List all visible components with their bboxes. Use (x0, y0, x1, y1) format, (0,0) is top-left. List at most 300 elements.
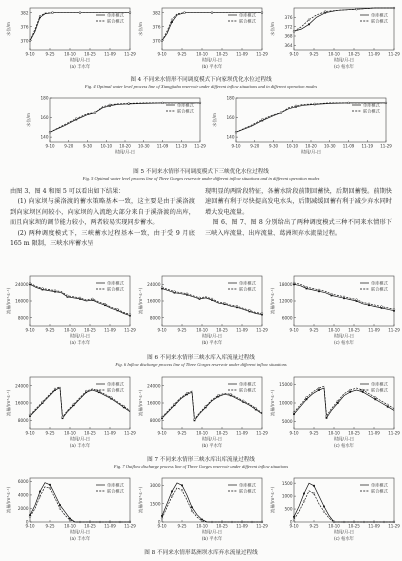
fig7-caption-en: Fig. 7 Outflow discharge process line of Three Gorges reservoir under different inflow situations (113, 464, 289, 469)
legend-label: 联合模式 (371, 488, 388, 494)
data-point (85, 390, 87, 392)
x-tick-label: 11-09 (236, 523, 248, 529)
subfigure-label: (b) 平水年 (201, 65, 223, 70)
y-tick-label: 160 (226, 115, 235, 121)
legend-label: 单库模式 (371, 280, 388, 286)
x-tick-label: 11-29 (124, 327, 136, 333)
data-point (249, 309, 251, 311)
legend-label: 联合模式 (107, 18, 124, 24)
x-tick-label: 11-09 (104, 430, 116, 436)
data-point (293, 282, 295, 284)
legend-label: 联合模式 (239, 286, 256, 292)
fig8-caption-zh: 图 8 不同来水情形葛洲坝水库弃水流量过程线 (144, 550, 258, 556)
data-point (261, 12, 263, 14)
data-point (308, 23, 310, 25)
legend-label: 单库模式 (239, 482, 256, 488)
y-tick-label: 370 (152, 38, 161, 44)
subfigure-label: (a) 丰水年 (69, 65, 91, 70)
subfigure-label: (c) 枯水年 (334, 444, 354, 449)
data-point (73, 403, 75, 405)
legend-label: 单库模式 (239, 280, 256, 286)
y-tick-label: 140 (226, 134, 235, 140)
subfigure-label: (a) 丰水年 (69, 444, 91, 449)
y-tick-label: 24000 (15, 383, 29, 389)
x-tick-label: 10-25 (84, 523, 96, 529)
data-point (49, 484, 51, 486)
x-tick-label: 9-20 (250, 143, 260, 149)
data-point (393, 7, 395, 9)
data-point (323, 511, 325, 513)
x-axis-label: 时间/月-日 (333, 437, 355, 443)
data-point (89, 521, 91, 523)
x-tick-label: 11-29 (256, 51, 268, 57)
data-point (29, 282, 31, 284)
fig8-chart-a (4, 474, 134, 546)
data-point (49, 487, 51, 489)
fig5-chart-b (210, 94, 390, 166)
y-tick-label: 382 (152, 10, 161, 16)
data-point (29, 516, 31, 518)
x-tick-label: 10-25 (84, 327, 96, 333)
y-tick-label: 2000 (17, 506, 29, 512)
data-point (39, 15, 41, 17)
x-tick-label: 9-10 (289, 523, 299, 529)
data-point (205, 405, 207, 407)
paragraph: (1) 向家坝与溪洛渡的蓄水策略基本一致，这主要是由于溪洛渡到向家坝区间较小，向家坝的入流绝大部分来自于溪洛渡的出库，而且向家坝的调节能力较小，两者较易实现同步蓄水。 (10, 198, 195, 227)
data-point (129, 314, 131, 316)
fig6-chart-b (136, 272, 266, 350)
y-tick-label: 6000 (281, 315, 293, 321)
x-tick-label: 10-10 (64, 51, 76, 57)
data-point (224, 302, 226, 304)
x-axis-label: 时间/月-日 (300, 150, 322, 156)
x-axis-label: 时间/月-日 (114, 150, 136, 156)
data-point (186, 392, 188, 394)
x-tick-label: 11-29 (256, 327, 268, 333)
y-tick-label: 376 (284, 14, 293, 20)
y-axis-label: 水位/m (26, 113, 31, 127)
x-tick-label: 10-10 (196, 327, 208, 333)
data-point (174, 291, 176, 293)
x-tick-label: 9-10 (289, 430, 299, 436)
data-point (174, 403, 176, 405)
data-point (318, 387, 320, 389)
subfigure-label: (a) 丰水年 (69, 341, 91, 346)
data-point (356, 8, 358, 10)
x-tick-label: 11-19 (361, 143, 374, 149)
data-point (333, 521, 335, 523)
x-tick-label: 11-29 (388, 430, 400, 436)
x-tick-label: 9-25 (45, 523, 55, 529)
subfigure-label: (c) 枯水年 (334, 537, 354, 542)
x-tick-label: 11-09 (104, 327, 116, 333)
data-point (98, 390, 100, 392)
body-right-column (205, 187, 392, 239)
x-tick-label: 11-09 (368, 327, 380, 333)
x-axis-label: 时间/月-日 (69, 530, 91, 536)
x-tick-label: 11-29 (124, 51, 136, 57)
data-point (39, 491, 41, 493)
data-point (59, 504, 61, 506)
data-point (92, 298, 94, 300)
data-point (191, 506, 193, 508)
x-tick-label: 10-10 (328, 327, 340, 333)
y-axis-label: 水位/m (212, 113, 217, 127)
data-point (348, 102, 350, 104)
data-point (383, 521, 385, 523)
data-point (303, 493, 305, 495)
data-point (184, 12, 186, 14)
data-point (79, 521, 81, 523)
x-tick-label: 10-10 (328, 430, 340, 436)
data-point (161, 416, 163, 418)
data-point (171, 495, 173, 497)
y-tick-label: 140 (40, 134, 49, 140)
data-point (128, 102, 130, 104)
x-axis-label: 时间/月-日 (69, 437, 91, 443)
data-point (343, 296, 345, 298)
y-tick-label: 16000 (147, 400, 161, 406)
x-tick-label: 11-29 (194, 143, 206, 149)
x-tick-label: 9-25 (177, 327, 187, 333)
x-axis-label: 时间/月-日 (69, 334, 91, 340)
y-tick-label: 364 (284, 42, 293, 48)
x-tick-label: 9-25 (309, 327, 319, 333)
x-tick-label: 11-29 (388, 327, 400, 333)
data-point (393, 308, 395, 310)
data-point (123, 405, 125, 407)
y-axis-label: 流量/(m³·s⁻¹) (6, 486, 11, 514)
data-point (39, 495, 41, 497)
x-tick-label: 10-10 (100, 143, 113, 149)
legend-label: 联合模式 (363, 108, 380, 114)
x-tick-label: 10-30 (323, 143, 336, 149)
x-tick-label: 9-10 (289, 327, 299, 333)
series-line-single (162, 289, 262, 315)
x-tick-label: 9-25 (309, 51, 319, 57)
x-tick-label: 10-10 (64, 430, 76, 436)
data-point (211, 521, 213, 523)
x-axis-label: 时间/月-日 (69, 58, 91, 64)
data-point (326, 415, 328, 417)
data-point (374, 397, 376, 399)
x-tick-label: 9-10 (289, 51, 299, 57)
y-tick-label: 12000 (279, 298, 293, 304)
data-point (343, 521, 345, 523)
data-point (211, 12, 213, 14)
fig6-chart-a (4, 272, 134, 350)
y-axis-label: 流量/(m³·s⁻¹) (6, 287, 11, 315)
y-tick-label: 372 (284, 24, 293, 30)
data-point (221, 521, 223, 523)
x-tick-label: 11-29 (256, 523, 268, 529)
data-point (59, 508, 61, 510)
legend-label: 联合模式 (107, 488, 124, 494)
data-point (235, 131, 237, 133)
data-point (349, 389, 351, 391)
y-tick-label: 6000 (17, 478, 29, 484)
data-point (109, 104, 111, 106)
data-point (110, 397, 112, 399)
data-point (303, 500, 305, 502)
data-point (186, 293, 188, 295)
y-tick-label: 18000 (279, 281, 293, 287)
data-point (261, 119, 263, 121)
legend-label: 联合模式 (239, 488, 256, 494)
x-tick-label: 11-29 (388, 51, 400, 57)
legend-label: 单库模式 (107, 482, 124, 488)
data-point (331, 293, 333, 295)
data-point (99, 521, 101, 523)
data-point (353, 521, 355, 523)
x-tick-label: 10-10 (64, 327, 76, 333)
data-point (49, 131, 51, 133)
y-tick-label: 8000 (149, 315, 161, 321)
data-point (293, 413, 295, 415)
y-tick-label: 0 (25, 519, 29, 525)
data-point (381, 306, 383, 308)
y-tick-label: 16000 (15, 400, 29, 406)
data-point (42, 401, 44, 403)
y-axis-label: 水位/m (6, 22, 11, 36)
legend-label: 单库模式 (239, 381, 256, 387)
y-tick-label: 1500 (149, 501, 161, 507)
data-point (318, 289, 320, 291)
data-point (337, 400, 339, 402)
x-tick-label: 9-10 (231, 143, 241, 149)
data-point (231, 521, 233, 523)
data-point (94, 112, 96, 114)
data-point (306, 397, 308, 399)
subfigure-label: (c) 枯水年 (334, 65, 354, 70)
subfigure-label: (c) 枯水年 (334, 341, 354, 346)
fig4-caption-zh: 图 4 不同来水情形不同调度模式下向家坝优化水位过程线 (130, 77, 272, 83)
x-tick-label: 11-09 (342, 143, 355, 149)
paragraph: (2) 两种调度模式下，三峡蓄水过程基本一致，由于受 9 月底 165 m 限制，三峡水库蓄水呈 (10, 229, 195, 248)
x-tick-label: 10-25 (84, 430, 96, 436)
x-tick-label: 10-10 (196, 51, 208, 57)
x-tick-label: 9-30 (82, 143, 93, 149)
y-tick-label: 24000 (147, 383, 161, 389)
y-tick-label: 15000 (279, 382, 293, 388)
legend-label: 联合模式 (371, 387, 388, 393)
data-point (230, 393, 232, 395)
data-point (368, 303, 370, 305)
data-point (261, 521, 263, 523)
y-tick-label: 16000 (147, 298, 161, 304)
x-tick-label: 10-25 (348, 523, 360, 529)
legend-label: 单库模式 (371, 381, 388, 387)
subfigure-label: (a) 丰水年 (69, 537, 91, 542)
x-tick-label: 11-29 (256, 430, 268, 436)
data-point (69, 519, 71, 521)
data-point (129, 12, 131, 14)
subfigure-label: (b) 平水年 (201, 444, 223, 449)
y-tick-label: 24000 (15, 281, 29, 287)
data-point (54, 290, 56, 292)
x-tick-label: 10-10 (286, 143, 299, 149)
y-axis-label: 流量/(m³·s⁻¹) (138, 486, 143, 514)
y-tick-label: 1500 (281, 480, 293, 486)
x-tick-label: 11-09 (368, 523, 380, 529)
data-point (356, 299, 358, 301)
data-point (191, 510, 193, 512)
series-line-joint (294, 491, 394, 522)
y-axis-label: 水位/m (270, 22, 275, 36)
x-tick-label: 9-25 (45, 430, 55, 436)
data-point (67, 295, 69, 297)
x-tick-label: 11-29 (124, 430, 136, 436)
data-point (387, 406, 389, 408)
x-tick-label: 9-25 (309, 523, 319, 529)
data-point (308, 19, 310, 21)
data-point (79, 297, 81, 299)
data-point (293, 516, 295, 518)
x-tick-label: 9-10 (157, 327, 167, 333)
data-point (54, 388, 56, 390)
data-point (29, 40, 31, 42)
x-tick-label: 11-29 (380, 143, 392, 149)
data-point (387, 404, 389, 406)
x-tick-label: 9-25 (309, 430, 319, 436)
data-point (313, 485, 315, 487)
data-point (42, 288, 44, 290)
data-point (171, 491, 173, 493)
data-point (119, 521, 121, 523)
x-axis-label: 时间/月-日 (201, 334, 223, 340)
x-tick-label: 10-25 (216, 327, 228, 333)
y-tick-label: 0 (157, 519, 161, 525)
series-line-single (162, 392, 262, 420)
fig4-chart-b (136, 4, 266, 74)
y-tick-label: 160 (40, 115, 49, 121)
y-tick-label: 376 (152, 24, 161, 30)
data-point (295, 105, 297, 107)
y-axis-label: 流量/(m³·s⁻¹) (138, 389, 143, 417)
x-tick-label: 11-09 (236, 51, 248, 57)
x-tick-label: 10-25 (348, 327, 360, 333)
data-point (314, 103, 316, 105)
y-tick-label: 0 (289, 519, 293, 525)
data-point (323, 506, 325, 508)
data-point (199, 297, 201, 299)
fig6-caption-zh: 图 6 不同来水情形三峡水库入库流量过程线 (147, 355, 255, 361)
data-point (293, 411, 295, 413)
x-tick-label: 11-09 (104, 523, 116, 529)
y-tick-label: 8000 (149, 417, 161, 423)
y-tick-label: 1000 (281, 493, 293, 499)
data-point (194, 418, 196, 420)
x-tick-label: 11-09 (104, 51, 116, 57)
x-tick-label: 10-20 (119, 143, 131, 149)
fig7-chart-b (136, 373, 266, 453)
fig7-chart-a (4, 373, 134, 453)
y-tick-label: 8000 (17, 315, 29, 321)
data-point (161, 517, 163, 519)
x-axis-label: 时间/月-日 (201, 58, 223, 64)
data-point (181, 489, 183, 491)
legend-label: 单库模式 (371, 12, 388, 18)
x-axis-label: 时间/月-日 (201, 437, 223, 443)
fig5-caption-zh: 图 5 不同来水情形不同调度模式下三峡优化水位过程线 (133, 169, 269, 175)
y-axis-label: 流量/(m³·s⁻¹) (270, 287, 275, 315)
y-tick-label: 368 (284, 33, 293, 39)
fig7-chart-c (268, 373, 398, 453)
y-axis-label: 流量/(m³·s⁻¹) (6, 389, 11, 417)
legend-label: 单库模式 (107, 280, 124, 286)
x-tick-label: 10-25 (216, 523, 228, 529)
subfigure-label: (b) 平水年 (201, 537, 223, 542)
y-tick-label: 10000 (279, 400, 293, 406)
x-tick-label: 11-09 (236, 430, 248, 436)
x-tick-label: 10-10 (328, 51, 340, 57)
data-point (181, 484, 183, 486)
x-tick-label: 9-10 (157, 430, 167, 436)
x-tick-label: 9-20 (64, 143, 74, 149)
fig6-chart-c (268, 272, 398, 350)
data-point (129, 521, 131, 523)
data-point (201, 520, 203, 522)
fig7-caption-zh: 图 7 不同来水情形三峡水库出库流量过程线 (147, 457, 255, 463)
fig8-chart-b (136, 474, 266, 546)
x-tick-label: 9-25 (45, 51, 55, 57)
x-axis-label: 时间/月-日 (333, 58, 355, 64)
data-point (199, 102, 201, 104)
x-tick-label: 9-10 (157, 51, 167, 57)
x-axis-label: 时间/月-日 (201, 530, 223, 536)
data-point (171, 19, 173, 21)
data-point (306, 286, 308, 288)
legend-label: 联合模式 (239, 18, 256, 24)
x-tick-label: 10-10 (328, 523, 340, 529)
x-tick-label: 9-10 (25, 430, 35, 436)
x-tick-label: 9-10 (157, 523, 167, 529)
x-tick-label: 11-09 (368, 51, 380, 57)
y-tick-label: 3000 (149, 482, 161, 488)
x-tick-label: 10-25 (348, 51, 360, 57)
x-tick-label: 10-30 (137, 143, 150, 149)
data-point (255, 408, 257, 410)
data-point (242, 400, 244, 402)
x-tick-label: 10-10 (196, 430, 208, 436)
series-line-joint (162, 391, 262, 419)
data-point (280, 112, 282, 114)
series-line-single (294, 388, 394, 418)
x-tick-label: 11-29 (388, 523, 400, 529)
y-tick-label: 5000 (281, 419, 293, 425)
x-tick-label: 10-20 (305, 143, 317, 149)
data-point (324, 11, 326, 13)
legend-label: 单库模式 (177, 102, 194, 108)
legend-label: 单库模式 (107, 381, 124, 387)
y-tick-label: 180 (226, 95, 235, 101)
fig6-caption-en: Fig. 6 Inflow discharge process line of Three Gorges reservoir under different inflow situations (115, 362, 287, 367)
x-tick-label: 10-10 (196, 523, 208, 529)
x-tick-label: 9-10 (25, 523, 35, 529)
data-point (251, 521, 253, 523)
data-point (109, 521, 111, 523)
y-tick-label: 16000 (15, 298, 29, 304)
data-point (393, 521, 395, 523)
legend-label: 联合模式 (177, 108, 194, 114)
data-point (211, 298, 213, 300)
y-axis-label: 水位/m (138, 22, 143, 36)
data-point (217, 395, 219, 397)
legend-label: 联合模式 (107, 387, 124, 393)
fig8-chart-c (268, 474, 398, 546)
data-point (75, 118, 77, 120)
y-tick-label: 8000 (17, 417, 29, 423)
